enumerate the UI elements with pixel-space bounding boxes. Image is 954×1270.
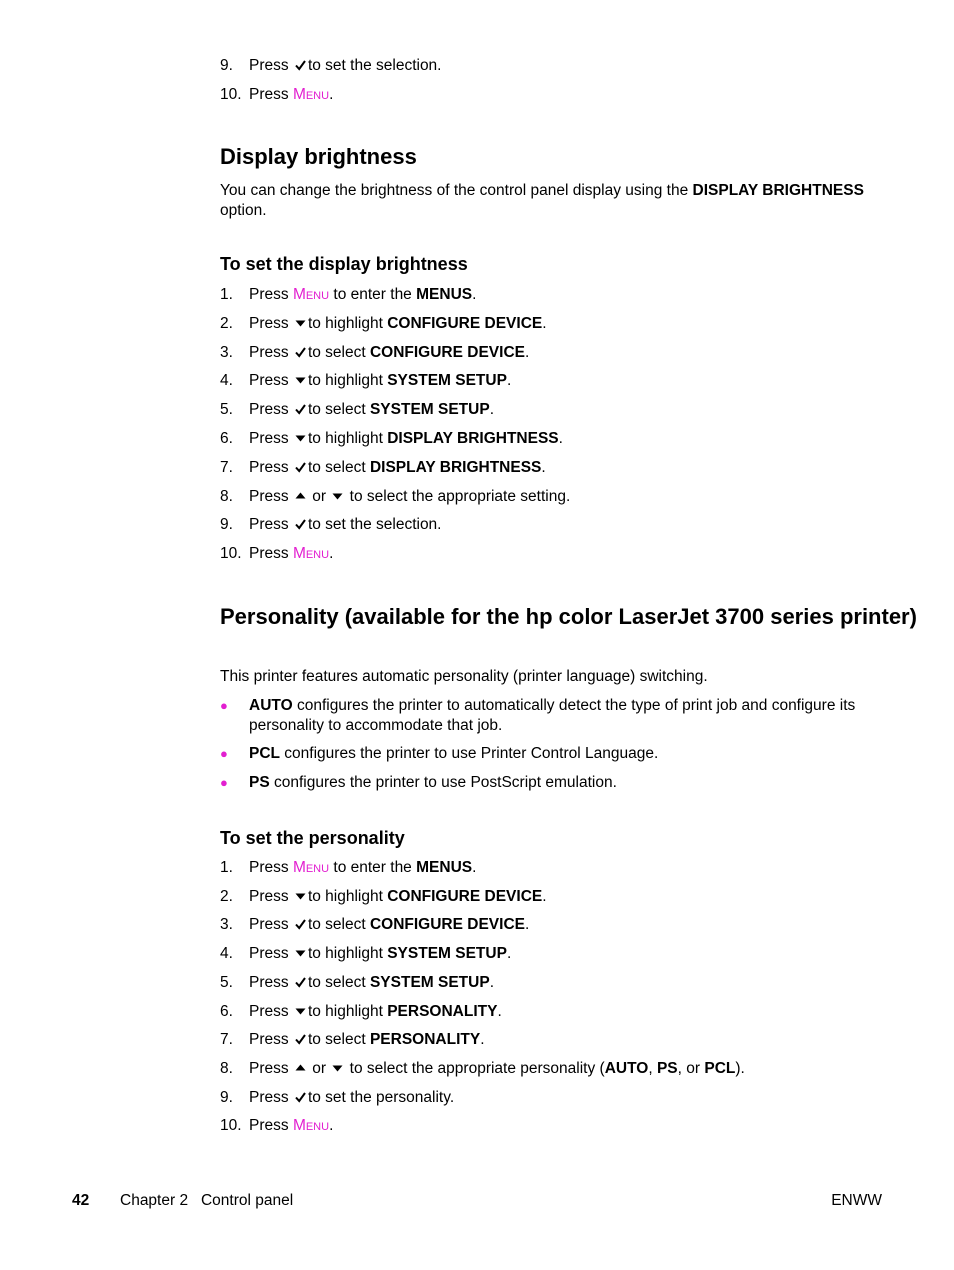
step-press: Press: [249, 859, 289, 876]
step-target: DISPLAY BRIGHTNESS: [369, 458, 542, 476]
step-target: SYSTEM SETUP: [387, 372, 507, 390]
step-number: 2.: [220, 314, 233, 332]
page-number: 42: [72, 1192, 90, 1209]
menu-key-label: Menu: [292, 545, 330, 563]
step-press: Press: [249, 1088, 289, 1106]
option-pcl: PCL: [704, 1059, 736, 1077]
step-text: to highlight: [307, 887, 388, 905]
step-target: CONFIGURE DEVICE: [369, 916, 525, 934]
step-number: 7.: [220, 1031, 233, 1049]
bullet-term: PCL: [249, 745, 280, 762]
step-press: Press: [249, 458, 289, 476]
down-arrow-icon: [295, 1005, 306, 1017]
step-press: Press: [249, 1002, 289, 1020]
step-or: or: [312, 487, 327, 505]
subheading-set-personality: To set the personality: [220, 828, 405, 848]
step-press: Press: [249, 916, 289, 934]
bullet-text: configures the printer to use PostScript emulation.: [269, 774, 617, 791]
step-end: .: [524, 343, 530, 361]
step-text: .: [329, 86, 334, 103]
step-number: 1.: [220, 859, 233, 876]
step-number: 9.: [220, 1088, 233, 1106]
step-end: .: [558, 430, 563, 447]
checkmark-icon: [295, 403, 306, 415]
step-end: .: [506, 945, 512, 963]
checkmark-icon: [295, 461, 306, 473]
step-press: Press: [249, 372, 289, 390]
down-arrow-icon: [332, 490, 343, 502]
sep: , or: [677, 1059, 705, 1077]
footer-right: ENWW: [831, 1192, 882, 1209]
down-arrow-icon: [295, 317, 306, 329]
menu-key-label: Menu: [292, 1117, 330, 1135]
step-end: .: [329, 1117, 334, 1135]
step-press: Press: [249, 487, 289, 505]
checkmark-icon: [295, 518, 306, 530]
step-number: 6.: [220, 1002, 233, 1020]
step-end: .: [472, 286, 477, 303]
bullet-icon: ●: [220, 698, 228, 713]
step-end: .: [472, 859, 477, 876]
step-end: .: [497, 1002, 502, 1020]
bullet-text: configures the printer to automatically detect the type of print job and configure its personality to accommodate that job.: [249, 697, 856, 734]
step-target: CONFIGURE DEVICE: [387, 314, 543, 332]
step-press: Press: [249, 57, 289, 74]
step-number: 10.: [220, 86, 242, 103]
step-text: to select: [307, 343, 370, 361]
step-end: .: [480, 1031, 485, 1049]
menu-key-label: Menu: [292, 859, 330, 876]
step-text: to set the personality.: [307, 1088, 455, 1106]
step-or: or: [312, 1059, 327, 1077]
step-text: to set the selection.: [307, 516, 442, 534]
step-target: CONFIGURE DEVICE: [369, 343, 525, 361]
step-text: to select: [307, 973, 370, 991]
menu-key-label: Menu: [292, 86, 330, 103]
subheading-set-display-brightness: To set the display brightness: [220, 254, 468, 274]
step-end: .: [506, 372, 512, 390]
step-target: SYSTEM SETUP: [369, 973, 490, 991]
section-heading-personality: Personality (available for the hp color LaserJet 3700 series printer): [220, 604, 917, 629]
bullet-term: PS: [249, 774, 270, 791]
step-number: 3.: [220, 916, 233, 934]
checkmark-icon: [295, 1033, 306, 1045]
step-press: Press: [249, 516, 289, 534]
bullet-term: AUTO: [249, 697, 293, 714]
checkmark-icon: [295, 346, 306, 358]
menu-key-label: Menu: [292, 286, 330, 303]
step-press: Press: [249, 945, 289, 963]
bullet-icon: ●: [220, 775, 228, 790]
step-press: Press: [249, 887, 289, 905]
step-text: to select: [307, 458, 370, 476]
up-arrow-icon: [295, 490, 306, 502]
section-heading-display-brightness: Display brightness: [220, 144, 417, 169]
step-text: to select: [307, 401, 370, 419]
option-auto: AUTO: [604, 1059, 649, 1077]
step-end: .: [542, 314, 547, 332]
step-number: 4.: [220, 372, 233, 390]
down-arrow-icon: [295, 947, 306, 959]
step-number: 5.: [220, 973, 233, 991]
step-press: Press: [249, 1059, 289, 1077]
step-number: 5.: [220, 401, 233, 419]
step-text: to select the appropriate personality (: [349, 1059, 605, 1077]
step-press: Press: [249, 286, 289, 303]
step-press: Press: [249, 314, 289, 332]
step-number: 1.: [220, 286, 233, 303]
step-number: 8.: [220, 1059, 233, 1077]
sep: ,: [648, 1059, 657, 1077]
step-press: Press: [249, 401, 289, 419]
intro-option: DISPLAY BRIGHTNESS: [692, 182, 864, 199]
step-text: to highlight: [307, 372, 388, 390]
step-number: 2.: [220, 887, 233, 905]
step-number: 7.: [220, 458, 233, 476]
step-number: 6.: [220, 430, 233, 447]
step-end: .: [329, 545, 334, 563]
step-target: SYSTEM SETUP: [369, 401, 490, 419]
step-text: to highlight: [307, 314, 388, 332]
step-number: 3.: [220, 343, 233, 361]
step-target: CONFIGURE DEVICE: [387, 887, 543, 905]
step-press: Press: [249, 545, 289, 563]
step-target: MENUS: [416, 286, 473, 303]
step-end: .: [489, 401, 494, 419]
step-number: 10.: [220, 545, 242, 563]
step-text: to select: [307, 916, 370, 934]
intro-text: You can change the brightness of the control panel display using the: [220, 182, 693, 199]
step-end: .: [489, 973, 494, 991]
step-text: to select: [307, 1031, 370, 1049]
step-press: Press: [249, 1031, 289, 1049]
step-press: Press: [249, 86, 289, 103]
footer-chapter: Chapter 2 Control panel: [120, 1192, 294, 1209]
step-press: Press: [249, 430, 289, 447]
option-ps: PS: [656, 1059, 678, 1077]
step-press: Press: [249, 1117, 289, 1135]
down-arrow-icon: [332, 1062, 343, 1074]
step-end: .: [542, 887, 547, 905]
bullet-text: configures the printer to use Printer Control Language.: [280, 745, 659, 762]
step-text: to highlight: [307, 1002, 388, 1020]
checkmark-icon: [295, 1091, 306, 1103]
step-target: PERSONALITY: [369, 1031, 481, 1049]
checkmark-icon: [295, 59, 306, 71]
step-text: to enter the: [333, 859, 417, 876]
down-arrow-icon: [295, 374, 306, 386]
step-text: to highlight: [307, 430, 388, 447]
step-target: PERSONALITY: [387, 1002, 498, 1020]
checkmark-icon: [295, 918, 306, 930]
step-end: .: [541, 458, 546, 476]
step-end: .: [524, 916, 530, 934]
down-arrow-icon: [295, 432, 306, 444]
step-text: to highlight: [307, 945, 388, 963]
step-press: Press: [249, 343, 289, 361]
step-target: SYSTEM SETUP: [387, 945, 507, 963]
step-press: Press: [249, 973, 289, 991]
step-text: to enter the: [333, 286, 417, 303]
intro-text-end: option.: [220, 201, 267, 219]
step-number: 9.: [220, 516, 233, 534]
display-brightness-intro: [220, 181, 882, 220]
checkmark-icon: [295, 976, 306, 988]
step-end: ).: [735, 1059, 745, 1077]
up-arrow-icon: [295, 1062, 306, 1074]
personality-intro: This printer features automatic personality (printer language) switching.: [220, 668, 708, 685]
bullet-icon: ●: [220, 746, 228, 761]
down-arrow-icon: [295, 890, 306, 902]
step-target: DISPLAY BRIGHTNESS: [387, 430, 559, 447]
step-number: 4.: [220, 945, 233, 963]
step-target: MENUS: [416, 859, 473, 876]
step-text: to select the appropriate setting.: [349, 487, 571, 505]
step-number: 9.: [220, 57, 233, 74]
step-text: to set the selection.: [307, 57, 442, 74]
step-number: 10.: [220, 1117, 242, 1135]
step-number: 8.: [220, 487, 233, 505]
